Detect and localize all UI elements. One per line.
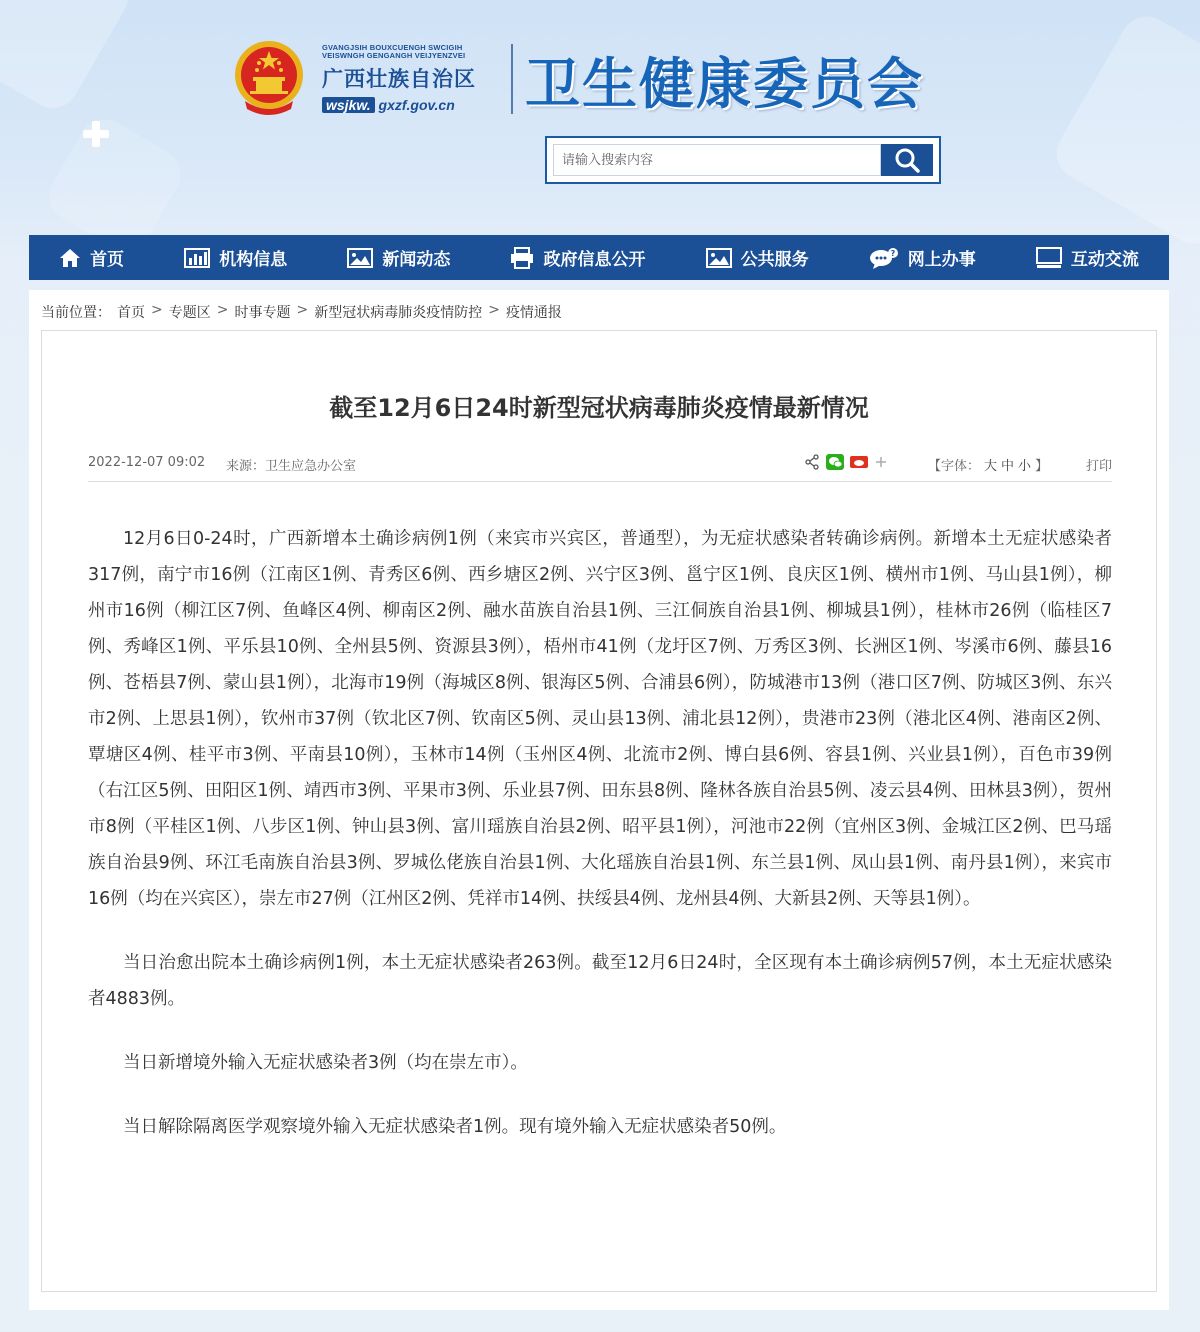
nav-gov-info[interactable] [510, 245, 645, 270]
article-meta [88, 455, 1112, 479]
logo-text [322, 44, 502, 113]
nav-interact[interactable] [1036, 245, 1139, 270]
font-medium-button[interactable]: 中 [1001, 459, 1015, 474]
site-url [322, 97, 502, 113]
nav-public-service[interactable] [706, 245, 809, 270]
breadcrumb-separator: > [296, 302, 309, 318]
article-title: 截至12月6日24时新型冠状病毒肺炎疫情最新情况 [329, 394, 869, 422]
search-input[interactable] [553, 144, 881, 176]
share-icon[interactable] [804, 454, 820, 470]
breadcrumb-separator: > [216, 302, 229, 318]
breadcrumb-separator: > [488, 302, 500, 318]
printer-icon [510, 247, 534, 269]
print-button[interactable]: 打印 [1085, 459, 1112, 474]
font-size-end: 】 [1035, 459, 1049, 474]
breadcrumb-home[interactable]: 首页 [117, 305, 145, 321]
search-box [545, 136, 941, 184]
search-button[interactable] [881, 144, 933, 176]
share-bar [804, 454, 888, 470]
bg-hexagon [0, 0, 137, 117]
region-name: 广西壮族自治区 [322, 66, 476, 91]
chat-icon [869, 247, 899, 269]
weibo-icon[interactable] [850, 454, 868, 470]
breadcrumb-topic-zone[interactable]: 专题区 [168, 305, 211, 321]
article-paragraph: 当日解除隔离医学观察境外输入无症状感染者1例。现有境外输入无症状感染者50例。 [123, 1117, 787, 1137]
nav-org[interactable] [184, 245, 287, 270]
site-title: 卫生健康委员会 [525, 51, 925, 116]
search-icon [894, 147, 920, 173]
article-source: 来源：卫生应急办公室 [226, 459, 357, 474]
breadcrumb-separator: > [151, 302, 163, 318]
breadcrumb [41, 302, 562, 322]
plus-icon [83, 121, 109, 147]
nav-home-label: 首页 [90, 250, 125, 270]
breadcrumb-report[interactable]: 疫情通报 [505, 305, 562, 321]
nav-news-label: 新闻动态 [382, 250, 451, 270]
nav-online-label: 网上办事 [907, 250, 976, 270]
font-large-button[interactable]: 大 [984, 459, 998, 474]
bg-hexagon [1047, 7, 1200, 253]
nav-home[interactable] [59, 245, 124, 270]
chart-icon [184, 248, 210, 268]
nav-online[interactable] [869, 245, 976, 270]
article-paragraph: 当日新增境外输入无症状感染者3例（均在崇左市）。 [123, 1053, 528, 1073]
font-size-label: 【字体： [928, 459, 981, 474]
main-nav [29, 235, 1169, 280]
font-size-control [928, 455, 1048, 474]
main-content [29, 290, 1169, 1310]
article [41, 330, 1157, 1292]
home-icon [59, 248, 81, 268]
nav-gov-info-label: 政府信息公开 [543, 250, 646, 270]
nav-news[interactable] [347, 245, 450, 270]
nav-interact-label: 互动交流 [1070, 250, 1139, 270]
logo-roman-line1: GVANGJSIH BOUXCUENGH SWCIGIH [322, 43, 463, 52]
more-icon[interactable] [874, 455, 888, 469]
breadcrumb-covid[interactable]: 新型冠状病毒肺炎疫情防控 [314, 305, 483, 321]
article-body [88, 521, 1112, 1173]
monitor-icon [1036, 247, 1062, 269]
emblem-icon [233, 37, 305, 119]
url-rest: gxzf.gov.cn [378, 97, 455, 113]
article-paragraph: 当日治愈出院本土确诊病例1例，本土无症状感染者263例。截至12月6日24时，全区现有本土确诊病例57例，本土无症状感染者4883例。 [88, 953, 1112, 1009]
logo-divider [511, 44, 513, 114]
picture-icon [706, 248, 732, 268]
svg-text:?: ? [890, 248, 896, 258]
meta-divider [88, 481, 1112, 482]
logo-roman-line2: VEISWNGH GENGANGH VEIJYENZVEI [322, 51, 466, 60]
nav-org-label: 机构信息 [219, 250, 288, 270]
breadcrumb-label: 当前位置： [41, 305, 111, 321]
font-small-button[interactable]: 小 [1018, 459, 1032, 474]
publish-date: 2022-12-07 09:02 [88, 455, 206, 470]
wechat-icon[interactable] [826, 454, 844, 470]
breadcrumb-current-topics[interactable]: 时事专题 [234, 305, 291, 321]
article-paragraph: 12月6日0-24时，广西新增本土确诊病例1例（来宾市兴宾区，普通型），为无症状感染者转确诊病例。新增本土无症状感染者317例，南宁市16例（江南区1例、青秀区6例、西乡塘区2例、兴宁区3例、邕宁区1例、良庆区1例、横州市1例、马山县1例），柳州市16例（柳江区7例、鱼峰区4例、柳南区2例、融水苗族自治县1例、三江侗族自治县1例、柳城县1例），桂林市26例（临桂区7例、秀峰区1例、平乐县10例、全州县5例、资源县3例），梧州市41例（龙圩区7例、万秀区3例、长洲区1例、岑溪市6例、藤县16例、苍梧县7例、蒙山县1例），北海市19例（海城区8例、银海区5例、合浦县6例），防城港市13例（港口区7例、防城区3例、东兴市2例、上思县1例），钦州市37例（钦北区7例、钦南区5例、灵山县13例、浦北县12例），贵港市23例（港北区4例、港南区2例、覃塘区4例、桂平市3例、平南县10例），玉林市14例（玉州区4例、北流市2例、博白县6例、容县1例、兴业县1例），百色市39例（右江区5例、田阳区1例、靖西市3例、平果市3例、乐业县7例、田东县8例、隆林各族自治县5例、凌云县4例、田林县3例），贺州市8例（平桂区1例、八步区1例、钟山县3例、富川瑶族自治县2例、昭平县1例），河池市22例（宜州区3例、金城江区2例、巴马瑶族自治县9例、环江毛南族自治县3例、罗城仫佬族自治县1例、大化瑶族自治县1例、东兰县1例、凤山县1例、南丹县1例），来宾市16例（均在兴宾区），崇左市27例（江州区2例、凭祥市14例、扶绥县4例、龙州县4例、大新县2例、天等县1例）。 [88, 529, 1112, 909]
nav-public-service-label: 公共服务 [740, 250, 809, 270]
picture-icon [347, 248, 373, 268]
url-badge: wsjkw. [322, 97, 375, 113]
